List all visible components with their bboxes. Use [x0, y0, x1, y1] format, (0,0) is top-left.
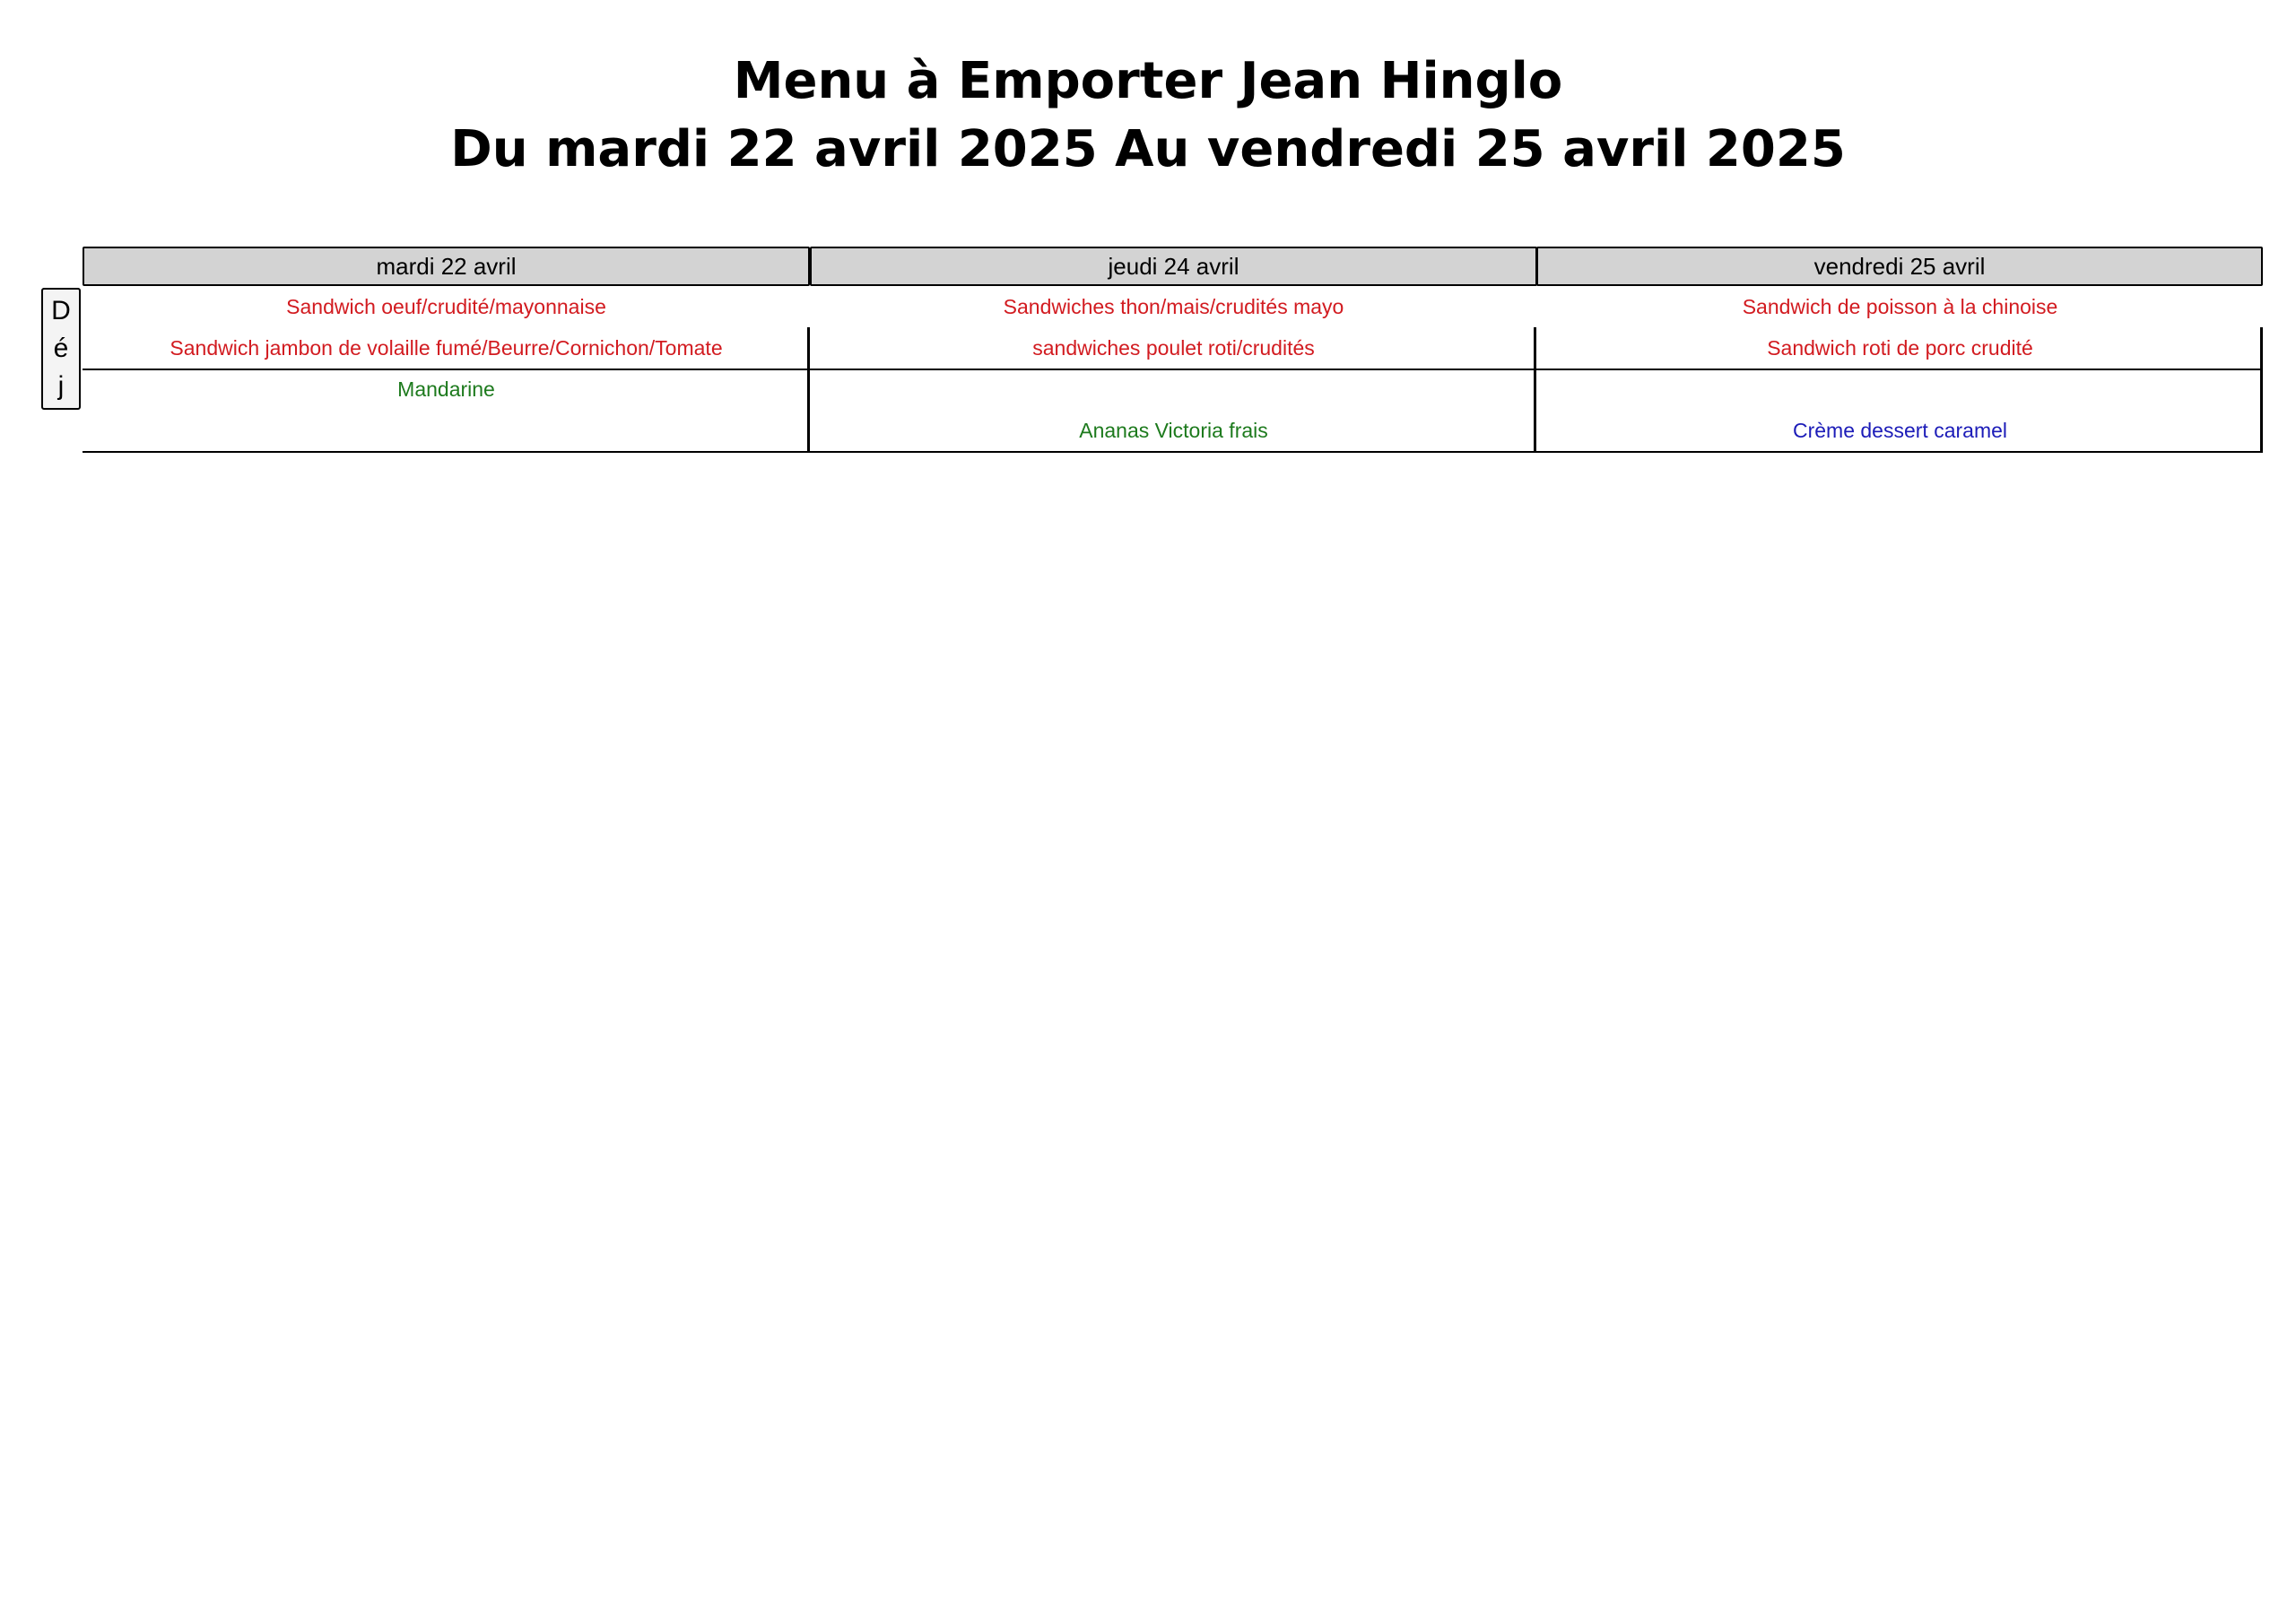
dish-vendredi-2: Sandwich roti de porc crudité: [1767, 336, 2033, 360]
dish-jeudi-1: Sandwiches thon/mais/crudités mayo: [1003, 295, 1344, 318]
meal-label-letter: D: [51, 296, 71, 325]
menu-grid: [83, 286, 2263, 455]
day-header-mardi: mardi 22 avril: [83, 247, 810, 286]
dessert-vendredi: Crème dessert caramel: [1792, 419, 2008, 442]
meal-label-letter: j: [57, 371, 65, 401]
dish-mardi-1: Sandwich oeuf/crudité/mayonnaise: [286, 295, 606, 318]
day-header-row: [83, 247, 2263, 286]
dessert-mardi: Mandarine: [397, 377, 495, 401]
grid-bottom-border: [83, 451, 2263, 453]
day-header-jeudi: jeudi 24 avril: [810, 247, 1537, 286]
dish-vendredi-1: Sandwich de poisson à la chinoise: [1742, 295, 2058, 318]
menu-date-range: Du mardi 22 avril 2025 Au vendredi 25 avril 2025: [450, 120, 1846, 178]
meal-label-letter: é: [53, 334, 69, 363]
dish-jeudi-2: sandwiches poulet roti/crudités: [1032, 336, 1315, 360]
day-header-vendredi: vendredi 25 avril: [1536, 247, 2263, 286]
menu-title: Menu à Emporter Jean Hinglo: [733, 52, 1563, 110]
dish-mardi-2: Sandwich jambon de volaille fumé/Beurre/Cornichon/Tomate: [170, 336, 723, 360]
meal-label-dejeuner: [41, 288, 81, 410]
dessert-jeudi: Ananas Victoria frais: [1079, 419, 1268, 442]
